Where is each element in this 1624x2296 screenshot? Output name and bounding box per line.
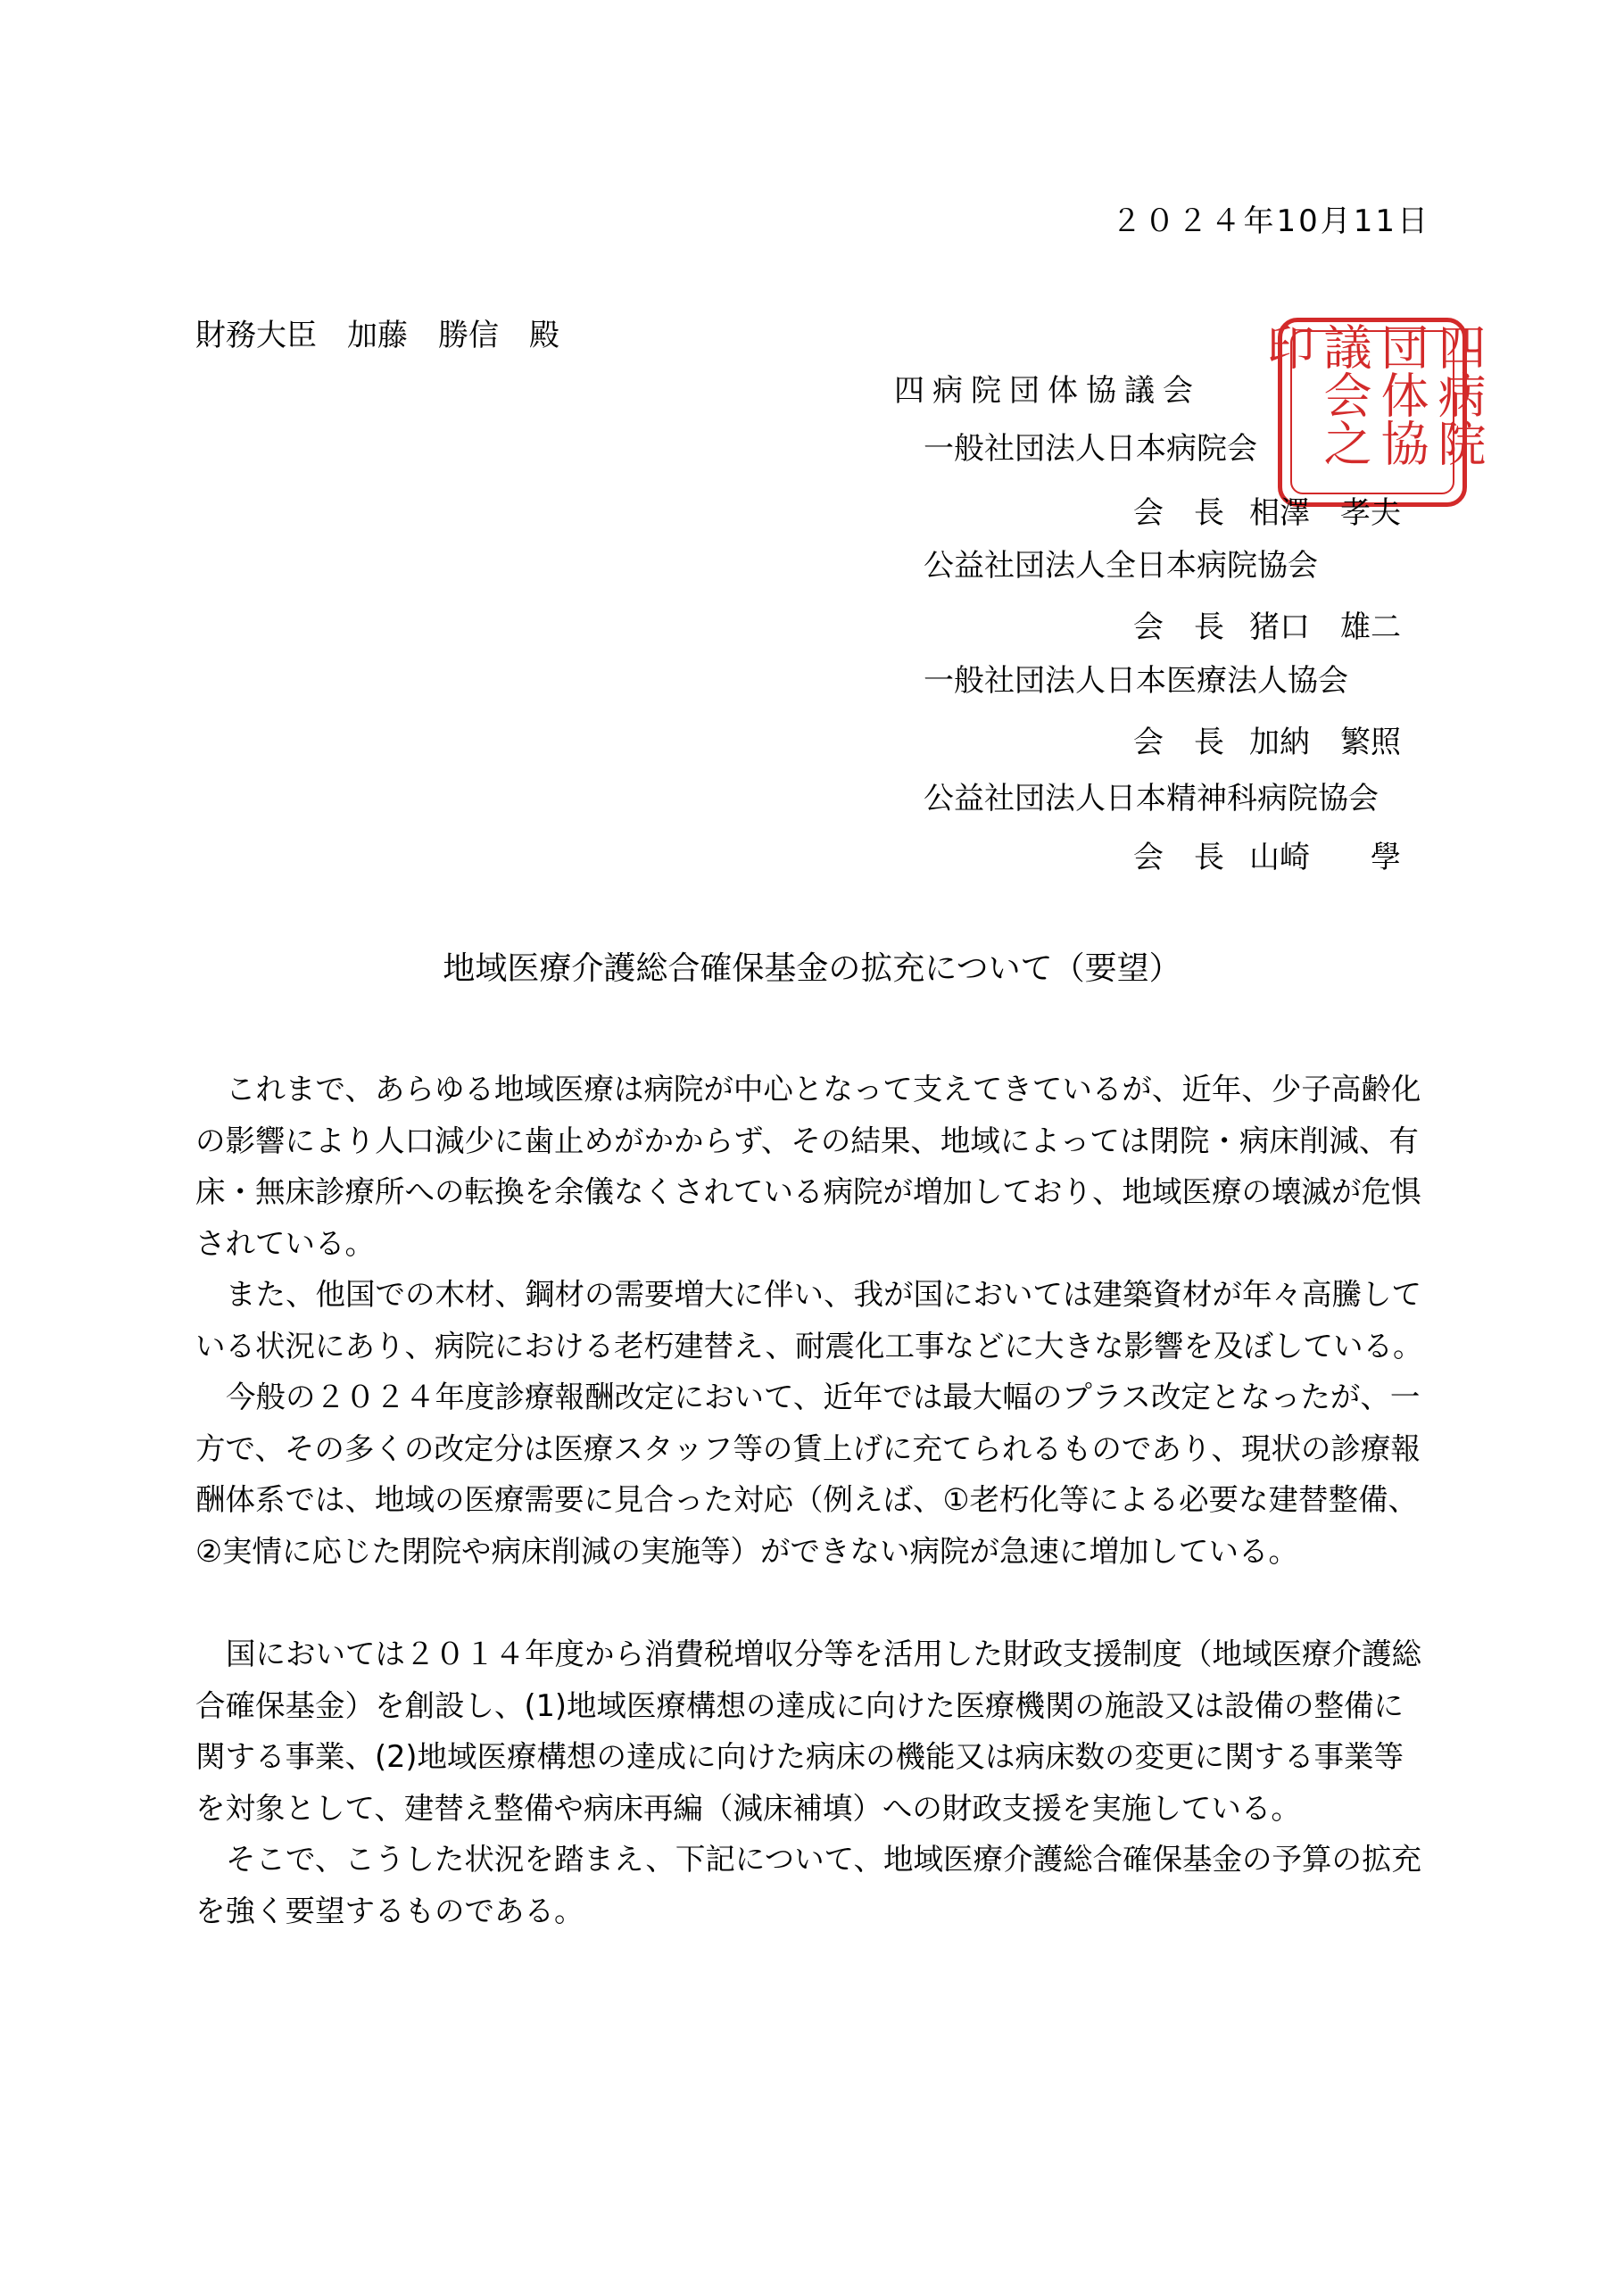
officer-name: 猪口 雄二 xyxy=(1249,609,1401,645)
official-seal xyxy=(1259,318,1487,507)
sender-officer xyxy=(1133,609,1401,645)
body-paragraph: これまで、あらゆる地域医療は病院が中心となって支えてきているが、近年、少子高齢化の影響により人口減少に歯止めがかからず、その結果、地域によっては閉院・病床削減、有床・無床診療所への転換を余儀なくされている病院が増加しており、地域医療の壊滅が危惧されている。 xyxy=(195,1072,1421,1261)
sender-organization: 公益社団法人日本精神科病院協会 xyxy=(924,781,1379,816)
body-paragraph: また、他国での木材、鋼材の需要増大に伴い、我が国においては建築資材が年々高騰している状況にあり、病院における老朽建替え、耐震化工事などに大きな影響を及ぼしている。 xyxy=(195,1277,1423,1364)
sender-organization: 公益社団法人全日本病院協会 xyxy=(924,548,1318,584)
addressee: 財務大臣 加藤 勝信 殿 xyxy=(195,318,559,353)
sender-organization: 一般社団法人日本医療法人協会 xyxy=(924,663,1348,699)
officer-name: 山崎 學 xyxy=(1249,840,1401,875)
sender-officer xyxy=(1133,725,1401,760)
sender-officer xyxy=(1133,840,1401,875)
officer-role: 会 長 xyxy=(1133,495,1224,531)
officer-role: 会 長 xyxy=(1133,609,1224,645)
seal-glyphs: 四病院団体協議会之印 xyxy=(1259,322,1487,467)
document-date: ２０２４年10月11日 xyxy=(1111,203,1430,239)
sender-organization: 一般社団法人日本病院会 xyxy=(924,431,1257,467)
sender-council: 四病院団体協議会 xyxy=(894,373,1201,409)
body-paragraph: 今般の２０２４年度診療報酬改定において、近年では最大幅のプラス改定となったが、一方で、その多くの改定分は医療スタッフ等の賃上げに充てられるものであり、現状の診療報酬体系では、地域の医療需要に見合った対応（例えば、①老朽化等による必要な建替整備、②実情に応じた閉院や病床削減の実施等）ができない病院が急速に増加している。 xyxy=(195,1380,1421,1569)
sender-officer xyxy=(1133,495,1401,531)
document-title: 地域医療介護総合確保基金の拡充について（要望） xyxy=(443,950,1181,987)
body-paragraph: 国においては２０１４年度から消費税増収分等を活用した財政支援制度（地域医療介護総合確保基金）を創設し、(1)地域医療構想の達成に向けた医療機関の施設又は設備の整備に関する事業、(2)地域医療構想の達成に向けた病床の機能又は病床数の変更に関する事業等を対象として、建替え整備や病床再編（減床補填）への財政支援を実施している。 xyxy=(195,1637,1421,1826)
officer-role: 会 長 xyxy=(1133,840,1224,875)
officer-role: 会 長 xyxy=(1133,725,1224,760)
officer-name: 相澤 孝夫 xyxy=(1249,495,1401,531)
body-paragraph: そこで、こうした状況を踏まえ、下記について、地域医療介護総合確保基金の予算の拡充を強く要望するものである。 xyxy=(195,1842,1421,1928)
officer-name: 加納 繁照 xyxy=(1249,725,1401,760)
